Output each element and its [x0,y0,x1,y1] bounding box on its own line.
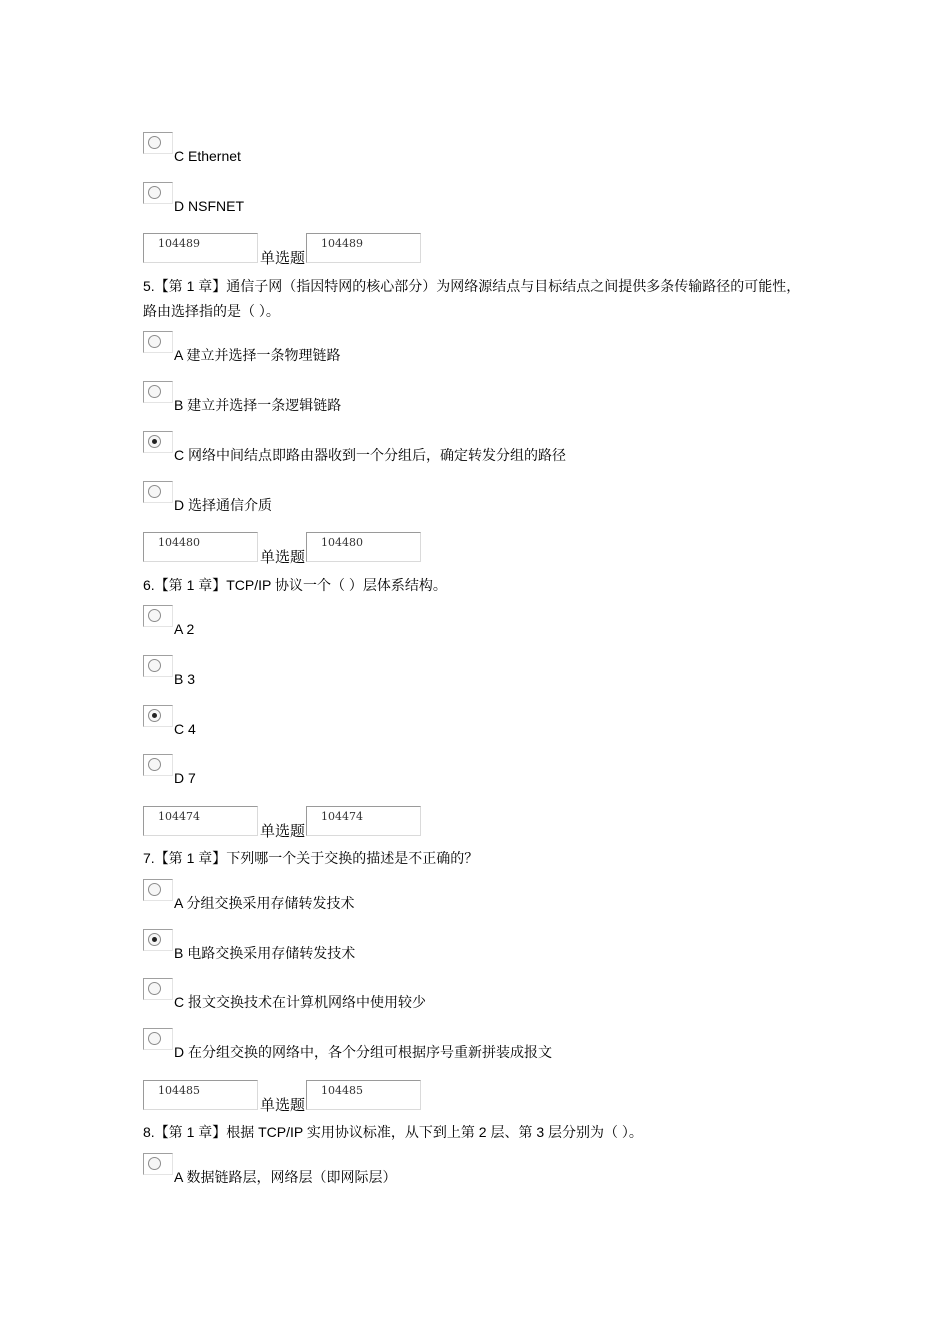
radio-button[interactable] [143,182,173,204]
option-d[interactable] [143,1032,552,1060]
question-type-label: 单选题 [260,1097,306,1114]
option-label: C 网络中间结点即路由器收到一个分组后，确定转发分组的路径 [174,447,566,463]
option-b[interactable] [143,933,355,961]
question-text: 7.【第 1 章】下列哪一个关于交换的描述是不正确的？ [143,850,479,866]
question-meta-row [143,1080,421,1112]
option-c[interactable] [143,435,566,463]
option-c[interactable] [143,136,241,164]
option-c[interactable] [143,982,426,1010]
radio-button[interactable] [143,1153,173,1175]
radio-checked-icon [148,933,161,946]
radio-circle-icon [148,335,161,348]
question-id-field[interactable]: 104480 [143,532,258,562]
option-label: D 选择通信介质 [174,497,272,513]
question-meta-row [143,233,421,265]
radio-circle-icon [148,609,161,622]
question-text: 6.【第 1 章】TCP/IP 协议一个（ ）层体系结构。 [143,577,447,593]
radio-button[interactable] [143,879,173,901]
option-a[interactable] [143,1157,396,1185]
question-id-field[interactable]: 104474 [143,806,258,836]
question-text: 8.【第 1 章】根据 TCP/IP 实用协议标准，从下到上第 2 层、第 3 层分别为（ ）。 [143,1124,643,1140]
radio-checked-icon [148,709,161,722]
option-a[interactable] [143,883,354,911]
radio-button[interactable] [143,978,173,1000]
question-type-label: 单选题 [260,823,306,840]
option-a[interactable] [143,609,194,637]
option-label: B 电路交换采用存储转发技术 [174,945,356,961]
radio-button[interactable] [143,929,173,951]
question-meta-row [143,532,421,564]
radio-checked-icon [148,435,161,448]
question-id-field-2[interactable]: 104489 [306,233,421,263]
option-label: A 2 [174,621,195,637]
option-d[interactable] [143,186,244,214]
radio-button[interactable] [143,132,173,154]
question-meta-row [143,806,421,838]
option-c[interactable] [143,709,196,737]
option-label: C Ethernet [174,148,241,164]
option-b[interactable] [143,385,341,413]
radio-button[interactable] [143,331,173,353]
option-label: B 建立并选择一条逻辑链路 [174,397,342,413]
radio-circle-icon [148,982,161,995]
option-label: A 建立并选择一条物理链路 [174,347,341,363]
radio-circle-icon [148,136,161,149]
radio-button[interactable] [143,605,173,627]
question-id-field[interactable]: 104489 [143,233,258,263]
option-label: D 在分组交换的网络中，各个分组可根据序号重新拼装成报文 [174,1044,552,1060]
option-label: A 数据链路层，网络层（即网际层） [174,1169,397,1185]
radio-button[interactable] [143,705,173,727]
option-a[interactable] [143,335,340,363]
option-d[interactable] [143,758,196,786]
radio-circle-icon [148,758,161,771]
option-label: D 7 [174,770,196,786]
question-id-field-2[interactable]: 104480 [306,532,421,562]
radio-button[interactable] [143,655,173,677]
question-text: 5.【第 1 章】通信子网（指因特网的核心部分）为网络源结点与目标结点之间提供多条传输路径的可能性，路由选择指的是（ ）。 [143,278,801,319]
option-label: B 3 [174,671,196,687]
question-id-field-2[interactable]: 104474 [306,806,421,836]
radio-circle-icon [148,186,161,199]
option-b[interactable] [143,659,195,687]
option-label: C 报文交换技术在计算机网络中使用较少 [174,994,426,1010]
option-d[interactable] [143,485,272,513]
option-label: A 分组交换采用存储转发技术 [174,895,355,911]
radio-circle-icon [148,1157,161,1170]
radio-button[interactable] [143,481,173,503]
radio-circle-icon [148,385,161,398]
radio-button[interactable] [143,431,173,453]
radio-circle-icon [148,659,161,672]
question-id-field-2[interactable]: 104485 [306,1080,421,1110]
radio-button[interactable] [143,754,173,776]
radio-button[interactable] [143,1028,173,1050]
question-type-label: 单选题 [260,549,306,566]
radio-circle-icon [148,485,161,498]
option-label: D NSFNET [174,198,244,214]
question-id-field[interactable]: 104485 [143,1080,258,1110]
radio-circle-icon [148,1032,161,1045]
radio-button[interactable] [143,381,173,403]
radio-circle-icon [148,883,161,896]
question-type-label: 单选题 [260,250,306,267]
option-label: C 4 [174,721,196,737]
